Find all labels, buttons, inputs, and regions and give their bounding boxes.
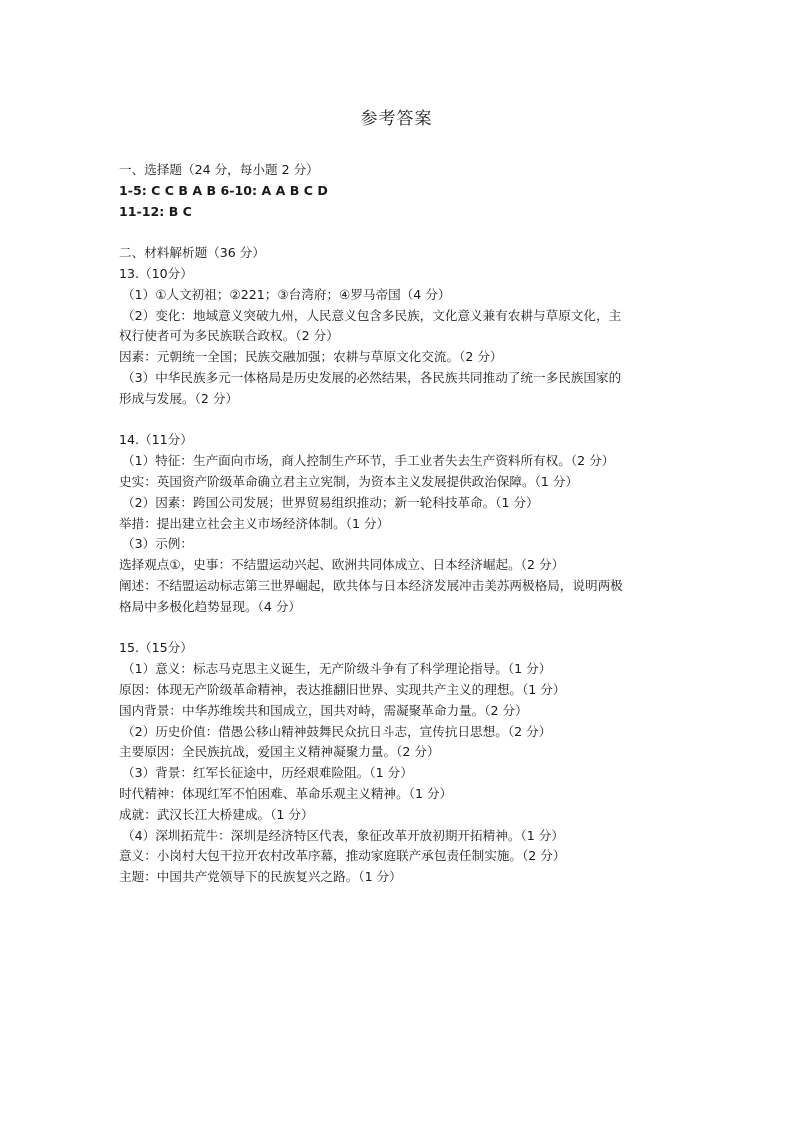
question-13-line: 因素：元朝统一全国；民族交融加强；农耕与草原文化交流。（2 分） (119, 349, 503, 365)
question-14-line: 史实：英国资产阶级革命确立君主立宪制，为资本主义发展提供政治保障。（1 分） (119, 473, 579, 489)
page-title: 参考答案 (360, 109, 433, 129)
question-15-line: 国内背景：中华苏维埃共和国成立，国共对峙，需凝聚革命力量。（2 分） (119, 702, 528, 718)
question-13-line: （2）变化：地域意义突破九州，人民意义包含多民族，文化意义兼有农耕与草原文化，主 (122, 307, 622, 323)
spacer (119, 222, 679, 243)
question-13-line: （1）①人文初祖；②221；③台湾府；④罗马帝国（4 分） (122, 286, 451, 302)
question-14-line: 格局中多极化趋势显现。（4 分） (119, 598, 302, 614)
section-heading-material: 二、材料解析题（36 分） (119, 245, 265, 261)
spacer (119, 410, 679, 431)
question-14-line: 举措：提出建立社会主义市场经济体制。（1 分） (119, 515, 390, 531)
question-14-line: （2）因素：跨国公司发展；世界贸易组织推动；新一轮科技革命。（1 分） (122, 494, 539, 510)
question-14-line: （3）示例： (122, 536, 193, 552)
question-15-line: 主题：中国共产党领导下的民族复兴之路。（1 分） (119, 869, 402, 885)
question-14-header: 14.（11分） (119, 432, 193, 448)
question-13-header: 13.（10分） (119, 265, 193, 281)
spacer (119, 618, 679, 639)
question-15-header: 15.（15分） (119, 640, 193, 656)
answer-content (119, 160, 679, 888)
question-15-line: （2）历史价值：借愚公移山精神鼓舞民众抗日斗志，宣传抗日思想。（2 分） (122, 723, 552, 739)
section-heading-choice: 一、选择题（24 分，每小题 2 分） (119, 162, 319, 177)
question-13-line: （3）中华民族多元一体格局是历史发展的必然结果，各民族共同推动了统一多民族国家的 (122, 369, 622, 385)
question-13-line: 权行使者可为多民族联合政权。（2 分） (119, 328, 339, 344)
question-14-line: 阐述：不结盟运动标志第三世界崛起，欧共体与日本经济发展冲击美苏两极格局，说明两极 (119, 577, 623, 593)
question-15-line: （4）深圳拓荒牛：深圳是经济特区代表，象征改革开放初期开拓精神。（1 分） (122, 827, 564, 843)
choice-answers-1: 1-5: C C B A B 6-10: A A B C D (119, 182, 328, 198)
question-15-line: （3）背景：红军长征途中，历经艰难险阻。（1 分） (122, 765, 413, 781)
question-13-line: 形成与发展。（2 分） (119, 390, 239, 406)
question-15-line: （1）意义：标志马克思主义诞生，无产阶级斗争有了科学理论指导。（1 分） (122, 661, 552, 677)
question-15-line: 成就：武汉长江大桥建成。（1 分） (119, 806, 314, 822)
question-15-line: 主要原因：全民族抗战，爱国主义精神凝聚力量。（2 分） (119, 744, 440, 760)
question-15-line: 时代精神：体现红军不怕困难、革命乐观主义精神。（1 分） (119, 785, 453, 801)
question-15-line: 意义：小岗村大包干拉开农村改革序幕，推动家庭联产承包责任制实施。（2 分） (119, 848, 566, 864)
question-14-line: （1）特征：生产面向市场，商人控制生产环节，手工业者失去生产资料所有权。（2 分） (122, 453, 615, 469)
question-15-line: 原因：体现无产阶级革命精神，表达推翻旧世界、实现共产主义的理想。（1 分） (119, 681, 566, 697)
choice-answers-2: 11-12: B C (119, 203, 192, 219)
question-14-line: 选择观点①，史事：不结盟运动兴起、欧洲共同体成立、日本经济崛起。（2 分） (119, 557, 565, 573)
